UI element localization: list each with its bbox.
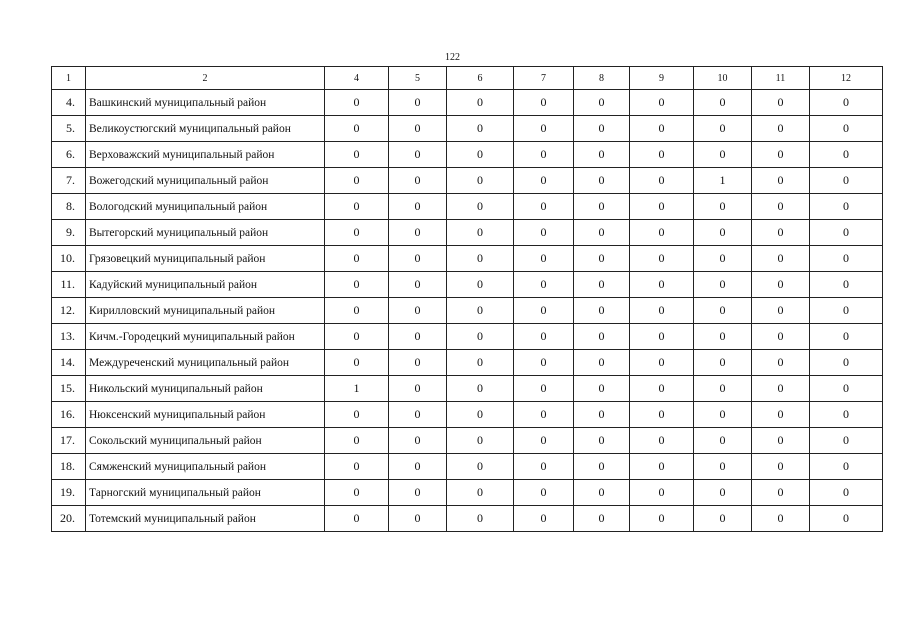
value-cell: 0 [447, 142, 514, 168]
value-cell: 0 [389, 194, 447, 220]
table-row [52, 168, 883, 194]
value-cell: 0 [389, 402, 447, 428]
table-row [52, 142, 883, 168]
row-number: 13. [52, 324, 86, 350]
value-cell: 0 [574, 220, 630, 246]
value-cell: 0 [389, 350, 447, 376]
value-cell: 0 [630, 220, 694, 246]
value-cell: 0 [630, 90, 694, 116]
column-header: 12 [810, 67, 883, 90]
value-cell: 0 [514, 428, 574, 454]
value-cell: 0 [574, 506, 630, 532]
table-row [52, 428, 883, 454]
value-cell: 0 [389, 246, 447, 272]
district-name: Никольский муниципальный район [86, 376, 325, 402]
value-cell: 0 [389, 324, 447, 350]
value-cell: 0 [810, 428, 883, 454]
value-cell: 0 [325, 402, 389, 428]
value-cell: 0 [514, 298, 574, 324]
value-cell: 0 [574, 246, 630, 272]
row-number: 19. [52, 480, 86, 506]
value-cell: 0 [694, 402, 752, 428]
value-cell: 0 [514, 324, 574, 350]
value-cell: 0 [325, 324, 389, 350]
value-cell: 0 [694, 220, 752, 246]
value-cell: 0 [630, 194, 694, 220]
value-cell: 0 [810, 142, 883, 168]
value-cell: 0 [752, 350, 810, 376]
value-cell: 0 [574, 350, 630, 376]
value-cell: 0 [630, 480, 694, 506]
value-cell: 0 [574, 142, 630, 168]
row-number: 18. [52, 454, 86, 480]
value-cell: 0 [630, 168, 694, 194]
value-cell: 0 [389, 298, 447, 324]
value-cell: 0 [325, 428, 389, 454]
value-cell: 0 [325, 272, 389, 298]
value-cell: 0 [752, 272, 810, 298]
value-cell: 0 [325, 168, 389, 194]
value-cell: 0 [514, 220, 574, 246]
value-cell: 0 [514, 194, 574, 220]
row-number: 12. [52, 298, 86, 324]
value-cell: 1 [325, 376, 389, 402]
value-cell: 0 [447, 454, 514, 480]
value-cell: 0 [447, 402, 514, 428]
table-row [52, 90, 883, 116]
district-name: Грязовецкий муниципальный район [86, 246, 325, 272]
value-cell: 0 [752, 168, 810, 194]
value-cell: 0 [630, 324, 694, 350]
data-table [51, 66, 883, 532]
value-cell: 0 [325, 142, 389, 168]
district-name: Междуреченский муниципальный район [86, 350, 325, 376]
value-cell: 0 [752, 246, 810, 272]
district-name: Кадуйский муниципальный район [86, 272, 325, 298]
value-cell: 0 [325, 350, 389, 376]
value-cell: 0 [389, 168, 447, 194]
value-cell: 0 [630, 350, 694, 376]
value-cell: 0 [447, 168, 514, 194]
value-cell: 0 [630, 402, 694, 428]
row-number: 17. [52, 428, 86, 454]
value-cell: 0 [447, 116, 514, 142]
value-cell: 0 [514, 376, 574, 402]
district-name: Кичм.-Городецкий муниципальный район [86, 324, 325, 350]
page-number: 122 [445, 52, 460, 63]
value-cell: 0 [574, 194, 630, 220]
value-cell: 0 [574, 168, 630, 194]
value-cell: 0 [514, 246, 574, 272]
value-cell: 0 [752, 428, 810, 454]
value-cell: 0 [574, 298, 630, 324]
value-cell: 0 [574, 90, 630, 116]
value-cell: 0 [810, 194, 883, 220]
value-cell: 0 [514, 272, 574, 298]
value-cell: 0 [447, 220, 514, 246]
district-name: Вашкинский муниципальный район [86, 90, 325, 116]
value-cell: 0 [752, 480, 810, 506]
district-name: Вожегодский муниципальный район [86, 168, 325, 194]
value-cell: 0 [389, 220, 447, 246]
value-cell: 0 [752, 454, 810, 480]
value-cell: 0 [810, 480, 883, 506]
value-cell: 0 [752, 402, 810, 428]
value-cell: 0 [810, 220, 883, 246]
column-header: 4 [325, 67, 389, 90]
value-cell: 0 [389, 376, 447, 402]
value-cell: 0 [514, 142, 574, 168]
value-cell: 0 [389, 116, 447, 142]
district-name: Нюксенский муниципальный район [86, 402, 325, 428]
value-cell: 0 [810, 272, 883, 298]
value-cell: 0 [752, 194, 810, 220]
table-row [52, 402, 883, 428]
row-number: 20. [52, 506, 86, 532]
value-cell: 0 [514, 402, 574, 428]
column-header: 7 [514, 67, 574, 90]
value-cell: 0 [694, 298, 752, 324]
value-cell: 0 [630, 142, 694, 168]
column-header: 1 [52, 67, 86, 90]
table-row [52, 272, 883, 298]
value-cell: 0 [810, 376, 883, 402]
value-cell: 0 [694, 376, 752, 402]
column-header: 10 [694, 67, 752, 90]
district-name: Тотемский муниципальный район [86, 506, 325, 532]
value-cell: 0 [694, 480, 752, 506]
table-row [52, 116, 883, 142]
value-cell: 0 [514, 168, 574, 194]
value-cell: 0 [694, 246, 752, 272]
value-cell: 0 [630, 298, 694, 324]
value-cell: 0 [694, 350, 752, 376]
value-cell: 0 [574, 480, 630, 506]
value-cell: 0 [630, 454, 694, 480]
row-number: 16. [52, 402, 86, 428]
value-cell: 0 [447, 324, 514, 350]
value-cell: 0 [325, 90, 389, 116]
value-cell: 0 [447, 194, 514, 220]
value-cell: 0 [514, 480, 574, 506]
value-cell: 0 [694, 506, 752, 532]
value-cell: 0 [574, 454, 630, 480]
value-cell: 0 [694, 428, 752, 454]
value-cell: 0 [694, 324, 752, 350]
column-header: 6 [447, 67, 514, 90]
table-row [52, 220, 883, 246]
table-row [52, 194, 883, 220]
value-cell: 0 [389, 480, 447, 506]
value-cell: 0 [752, 90, 810, 116]
value-cell: 0 [447, 90, 514, 116]
district-name: Тарногский муниципальный район [86, 480, 325, 506]
value-cell: 0 [694, 454, 752, 480]
value-cell: 0 [752, 376, 810, 402]
value-cell: 0 [447, 272, 514, 298]
table-body [52, 90, 883, 532]
row-number: 9. [52, 220, 86, 246]
value-cell: 0 [325, 454, 389, 480]
row-number: 5. [52, 116, 86, 142]
value-cell: 0 [574, 272, 630, 298]
column-header: 8 [574, 67, 630, 90]
value-cell: 0 [447, 506, 514, 532]
value-cell: 0 [810, 506, 883, 532]
table-row [52, 376, 883, 402]
value-cell: 0 [630, 506, 694, 532]
value-cell: 0 [694, 116, 752, 142]
value-cell: 0 [810, 298, 883, 324]
row-number: 11. [52, 272, 86, 298]
row-number: 14. [52, 350, 86, 376]
value-cell: 0 [694, 272, 752, 298]
value-cell: 0 [514, 454, 574, 480]
row-number: 4. [52, 90, 86, 116]
value-cell: 0 [574, 116, 630, 142]
value-cell: 0 [630, 116, 694, 142]
value-cell: 0 [389, 454, 447, 480]
value-cell: 0 [810, 116, 883, 142]
value-cell: 0 [447, 376, 514, 402]
value-cell: 0 [325, 220, 389, 246]
table-row [52, 350, 883, 376]
value-cell: 0 [447, 350, 514, 376]
value-cell: 0 [810, 350, 883, 376]
value-cell: 0 [752, 142, 810, 168]
column-header: 11 [752, 67, 810, 90]
value-cell: 0 [389, 272, 447, 298]
value-cell: 0 [574, 428, 630, 454]
table-row [52, 480, 883, 506]
value-cell: 0 [630, 246, 694, 272]
value-cell: 0 [325, 194, 389, 220]
row-number: 10. [52, 246, 86, 272]
value-cell: 0 [447, 246, 514, 272]
district-name: Вытегорский муниципальный район [86, 220, 325, 246]
value-cell: 0 [630, 272, 694, 298]
value-cell: 0 [694, 142, 752, 168]
value-cell: 0 [325, 116, 389, 142]
table-row [52, 324, 883, 350]
column-header: 9 [630, 67, 694, 90]
value-cell: 0 [810, 90, 883, 116]
value-cell: 0 [752, 220, 810, 246]
district-name: Кирилловский муниципальный район [86, 298, 325, 324]
value-cell: 0 [752, 116, 810, 142]
value-cell: 0 [752, 506, 810, 532]
value-cell: 0 [447, 428, 514, 454]
value-cell: 0 [325, 246, 389, 272]
table-row [52, 298, 883, 324]
value-cell: 0 [389, 142, 447, 168]
value-cell: 0 [514, 506, 574, 532]
header-row [52, 67, 883, 90]
value-cell: 0 [810, 246, 883, 272]
value-cell: 0 [694, 194, 752, 220]
value-cell: 0 [447, 298, 514, 324]
value-cell: 0 [514, 90, 574, 116]
value-cell: 0 [810, 402, 883, 428]
value-cell: 0 [325, 480, 389, 506]
district-name: Великоустюгский муниципальный район [86, 116, 325, 142]
value-cell: 0 [630, 376, 694, 402]
table-row [52, 506, 883, 532]
value-cell: 0 [389, 90, 447, 116]
district-name: Верховажский муниципальный район [86, 142, 325, 168]
value-cell: 0 [514, 350, 574, 376]
district-name: Вологодский муниципальный район [86, 194, 325, 220]
value-cell: 0 [447, 480, 514, 506]
value-cell: 0 [389, 506, 447, 532]
value-cell: 0 [810, 168, 883, 194]
table-row [52, 454, 883, 480]
row-number: 8. [52, 194, 86, 220]
value-cell: 0 [574, 402, 630, 428]
value-cell: 0 [574, 376, 630, 402]
table-row [52, 246, 883, 272]
value-cell: 0 [389, 428, 447, 454]
row-number: 7. [52, 168, 86, 194]
value-cell: 0 [694, 90, 752, 116]
district-name: Сямженский муниципальный район [86, 454, 325, 480]
column-header: 2 [86, 67, 325, 90]
value-cell: 1 [694, 168, 752, 194]
value-cell: 0 [810, 324, 883, 350]
row-number: 15. [52, 376, 86, 402]
value-cell: 0 [810, 454, 883, 480]
district-name: Сокольский муниципальный район [86, 428, 325, 454]
value-cell: 0 [514, 116, 574, 142]
value-cell: 0 [325, 298, 389, 324]
value-cell: 0 [325, 506, 389, 532]
column-header: 5 [389, 67, 447, 90]
value-cell: 0 [630, 428, 694, 454]
value-cell: 0 [752, 298, 810, 324]
value-cell: 0 [574, 324, 630, 350]
row-number: 6. [52, 142, 86, 168]
value-cell: 0 [752, 324, 810, 350]
